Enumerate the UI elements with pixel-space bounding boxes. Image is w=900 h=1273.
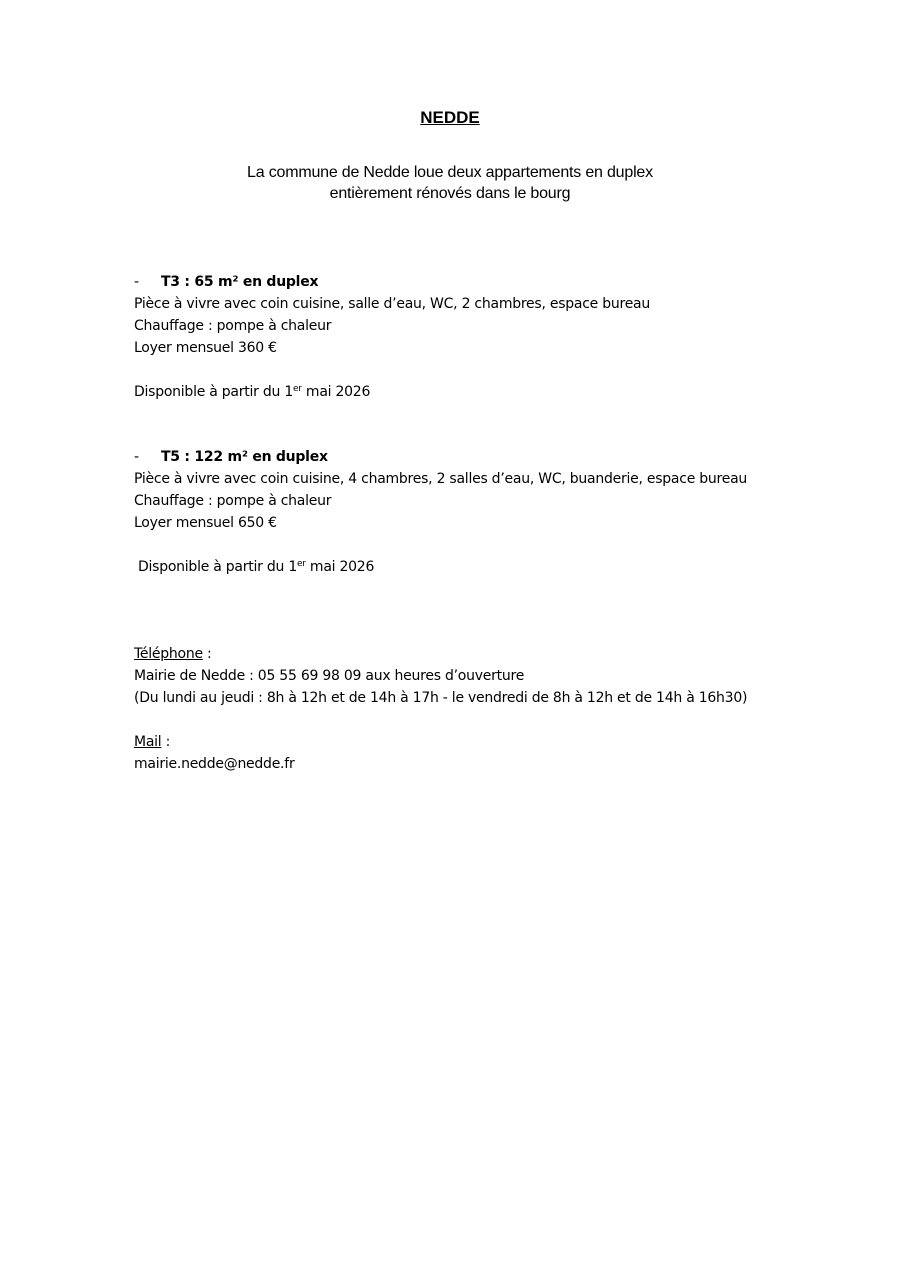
- availability-ordinal: er: [296, 559, 306, 569]
- list-bullet: -: [134, 449, 139, 465]
- availability-suffix: mai 2026: [301, 384, 371, 400]
- listing-heading: T3 : 65 m² en duplex: [161, 274, 319, 290]
- phone-label: Téléphone: [134, 646, 203, 662]
- availability-prefix: Disponible à partir du 1: [134, 384, 293, 400]
- listing-availability: [134, 556, 747, 578]
- list-bullet: -: [134, 274, 139, 290]
- listing-t3: [134, 271, 650, 403]
- listing-heating: Chauffage : pompe à chaleur: [134, 493, 332, 509]
- listing-description: Pièce à vivre avec coin cuisine, salle d’eau, WC, 2 chambres, espace bureau: [134, 296, 651, 312]
- listing-rent: Loyer mensuel 360 €: [134, 340, 277, 356]
- phone-line: Mairie de Nedde : 05 55 69 98 09 aux heures d’ouverture: [134, 668, 525, 684]
- phone-heading: Téléphone :: [134, 646, 212, 662]
- listing-heading-row: [134, 446, 747, 468]
- mail-label: Mail: [134, 734, 162, 750]
- page-title: NEDDE: [420, 108, 480, 127]
- listing-t5: [134, 446, 747, 578]
- listing-description: Pièce à vivre avec coin cuisine, 4 chambres, 2 salles d’eau, WC, buanderie, espace bureau: [134, 471, 748, 487]
- listing-heading-row: [134, 271, 650, 293]
- availability-ordinal: er: [292, 384, 302, 394]
- listing-heading: T5 : 122 m² en duplex: [161, 449, 328, 465]
- listing-rent: Loyer mensuel 650 €: [134, 515, 277, 531]
- subtitle-line-2: entièrement rénovés dans le bourg: [329, 185, 571, 202]
- availability-suffix: mai 2026: [305, 559, 375, 575]
- subtitle: [0, 162, 900, 204]
- mail-heading: Mail :: [134, 734, 171, 750]
- contact-section: [134, 643, 747, 775]
- subtitle-line-1: La commune de Nedde loue deux appartements en duplex: [247, 164, 653, 181]
- availability-prefix: Disponible à partir du 1: [138, 559, 297, 575]
- listing-availability: [134, 381, 650, 403]
- opening-hours: (Du lundi au jeudi : 8h à 12h et de 14h à 17h - le vendredi de 8h à 12h et de 14h à 16h30): [134, 690, 748, 706]
- listing-heating: Chauffage : pompe à chaleur: [134, 318, 332, 334]
- email-address: mairie.nedde@nedde.fr: [134, 756, 295, 772]
